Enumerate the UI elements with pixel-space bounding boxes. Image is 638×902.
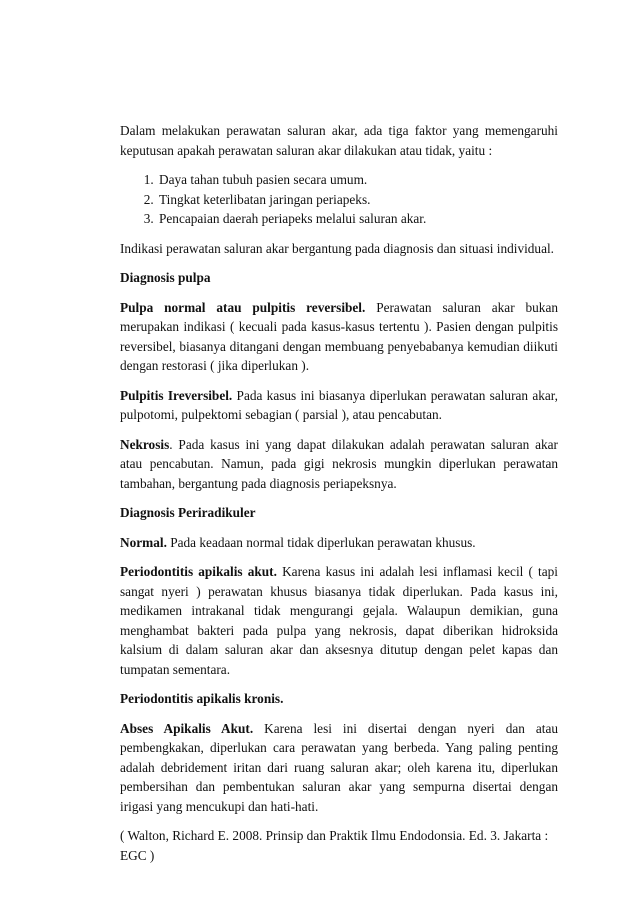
lead-term: Periodontitis apikalis akut.	[120, 564, 277, 579]
paragraph-normal	[120, 533, 558, 553]
lead-term: Nekrosis	[120, 436, 170, 452]
intro-paragraph: Dalam melakukan perawatan saluran akar, ada tiga faktor yang memengaruhi keputusan apakah perawatan saluran akar dilakukan atau tidak, yaitu :	[120, 123, 558, 158]
factor-list	[120, 170, 558, 229]
paragraph-abscess	[120, 719, 558, 817]
paragraph-text: Karena lesi ini disertai dengan nyeri dan atau pembengkakan, diperlukan cara perawatan yang berbeda. Yang paling penting adalah debridement iritan dari ruang saluran akar; oleh karena itu, diperlukan pembersihan dan pembentukan saluran akar yang sempurna disertai dengan irigasi yang mencukupi dan hati-hati.	[120, 720, 559, 814]
lead-term: Pulpitis Ireversibel.	[120, 387, 233, 403]
paragraph-text: Pada kasus ini biasanya diperlukan perawatan saluran akar, pulpotomi, pulpektomi sebagian ( parsial ), atau pencabutan.	[120, 387, 559, 422]
paragraph-text: Pada keadaan normal tidak diperlukan perawatan khusus.	[166, 534, 476, 550]
paragraph-reversible	[120, 298, 558, 376]
paragraph-irreversible	[120, 386, 558, 425]
section-heading-pulpa: Diagnosis pulpa	[120, 270, 211, 285]
list-item: 2. Tingkat keterlibatan jaringan periapeks.	[157, 190, 558, 210]
section-heading-periradikuler: Diagnosis Periradikuler	[120, 505, 256, 520]
paragraph-chronic: Periodontitis apikalis kronis.	[120, 691, 284, 706]
list-item: 3. Pencapaian daerah periapeks melalui saluran akar.	[157, 209, 558, 229]
list-item: 1. Daya tahan tubuh pasien secara umum.	[157, 170, 558, 190]
paragraph-text: Karena kasus ini adalah lesi inflamasi kecil ( tapi sangat nyeri ) perawatan khusus biasanya tidak diperlukan. Pada kasus ini, medikamen intrakanal tidak mengurangi gejala. Walaupun demikian, guna menghambat bakteri pada pulpa yang nekrosis, dapat diberikan hidroksida kalsium di dalam saluran akar dan aksesnya ditutup dengan pelet kapas dan tumpatan sementara.	[120, 564, 558, 677]
lead-term: Abses Apikalis Akut.	[120, 720, 254, 736]
lead-term: Normal.	[120, 534, 167, 550]
document-page	[120, 121, 558, 875]
paragraph-text: . Pada kasus ini yang dapat dilakukan adalah perawatan saluran akar atau pencabutan. Namun, pada gigi nekrosis mungkin diperlukan perawatan tambahan, bergantung pada diagnosis periapeksnya.	[120, 436, 558, 491]
reference-citation: ( Walton, Richard E. 2008. Prinsip dan Praktik Ilmu Endodonsia. Ed. 3. Jakarta : EGC )	[120, 828, 549, 863]
paragraph-acute	[120, 562, 558, 679]
indication-paragraph: Indikasi perawatan saluran akar bergantung pada diagnosis dan situasi individual.	[120, 240, 554, 256]
paragraph-necrosis	[120, 435, 558, 494]
paragraph-text: Perawatan saluran akar bukan merupakan indikasi ( kecuali pada kasus-kasus tertentu ). Pasien dengan pulpitis reversibel, biasanya ditangani dengan membuang penyebabanya kemudian diikuti dengan restorasi ( jika diperlukan ).	[120, 299, 558, 373]
lead-term: Pulpa normal atau pulpitis reversibel.	[120, 299, 366, 315]
